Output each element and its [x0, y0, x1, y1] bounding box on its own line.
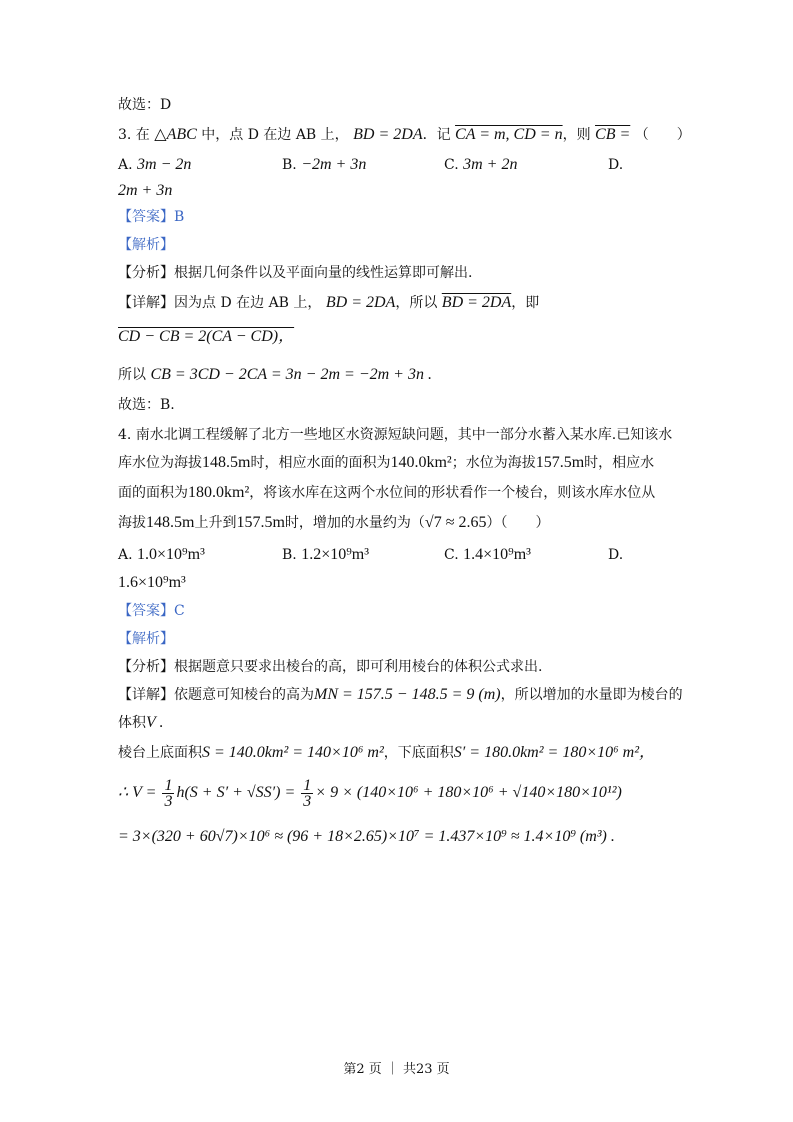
tiji-line: 体积V . [118, 714, 164, 731]
q3-option-a: A. 3m − 2n [118, 156, 192, 173]
q3-stem: 3. 在 △ABC 中，点 D 在边 AB 上， BD = 2DA．记 CA = m, CD = n，则 CB = （ ） [118, 126, 691, 143]
xiangjie-4: 【详解】依题意可知棱台的高为MN = 157.5 − 148.5 = 9 (m)，所以增加的水量即为棱台的 [118, 686, 683, 703]
final-result: = 3×(320 + 60√7)×10⁶ ≈ (96 + 18×2.65)×10⁷ = 1.437×10⁹ ≈ 1.4×10⁹ (m³) . [118, 828, 615, 845]
q3-option-c: C. 3m + 2n [444, 156, 518, 173]
ji-text: 记 [436, 127, 451, 143]
answer-3: 【答案】B [118, 209, 185, 225]
q4-option-d-label: D. [608, 547, 624, 563]
ca-cd-def: CA = m, CD = n [455, 126, 563, 143]
q4-line-4: 海拔148.5m上升到157.5m时，增加的水量约为（√7 ≈ 2.65）（ ） [118, 514, 550, 531]
q4-line-2: 库水位为海拔148.5m时，相应水面的面积为140.0km²；水位为海拔157.5m时，相应水 [118, 454, 655, 471]
guxuan-3: 故选：B. [118, 397, 175, 413]
cb-result-line: 所以 CB = 3CD − 2CA = 3n − 2m = −2m + 3n . [118, 366, 432, 383]
q3-paren: （ ） [634, 127, 691, 143]
fenxi-3: 【分析】根据几何条件以及平面向量的线性运算即可解出. [118, 265, 473, 281]
volume-formula: ∴ V = $\frac{1}{3}$ h(S + S′ + √SS′) = $\frac{1}{3}$ × 9 × (140×10⁶ + 180×10⁶ + √140×180×10¹²) [118, 776, 622, 810]
q4-line-3: 面的面积为180.0km²，将该水库在这两个水位间的形状看作一个棱台，则该水库水位从 [118, 484, 656, 501]
q4-line-1: 4. 南水北调工程缓解了北方一些地区水资源短缺问题，其中一部分水蓄入某水库.已知该水 [118, 427, 673, 443]
answer-4: 【答案】C [118, 603, 185, 619]
fenxi-4: 【分析】根据题意只要求出棱台的高，即可利用棱台的体积公式求出. [118, 659, 543, 675]
q3-option-d: 2m + 3n [118, 182, 173, 199]
q3-stem-end: ，则 [562, 127, 591, 143]
q4-option-c: C. 1.4×10⁹m³ [444, 546, 531, 563]
area-line: 棱台上底面积S = 140.0km² = 140×10⁶ m²，下底面积S′ = 180.0km² = 180×10⁶ m²， [118, 744, 656, 761]
line-guxuan-d: 故选：D [118, 97, 172, 113]
cb-eq: CB = [595, 126, 631, 143]
jiexi-3: 【解析】 [118, 237, 174, 253]
q3-option-b: B. −2m + 3n [282, 156, 367, 173]
xiangjie-3: 【详解】因为点 D 在边 AB 上， BD = 2DA，所以 BD = 2DA，即 [118, 294, 540, 311]
triangle-abc: △ABC [154, 126, 197, 143]
q3-option-d-label: D. [608, 157, 624, 173]
vector-equation: CD − CB = 2(CA − CD)， [118, 328, 295, 345]
page-footer: 第2 页 ｜ 共23 页 [343, 1062, 450, 1077]
jiexi-4: 【解析】 [118, 631, 174, 647]
q4-option-a: A. 1.0×10⁹m³ [118, 546, 205, 563]
q4-option-b: B. 1.2×10⁹m³ [282, 546, 370, 563]
q3-num: 3. 在 [118, 127, 150, 143]
bd-relation: BD = 2DA [353, 126, 423, 143]
q3-stem-text: 中，点 D 在边 AB 上， [201, 127, 349, 143]
q4-option-d: 1.6×10⁹m³ [118, 574, 186, 591]
